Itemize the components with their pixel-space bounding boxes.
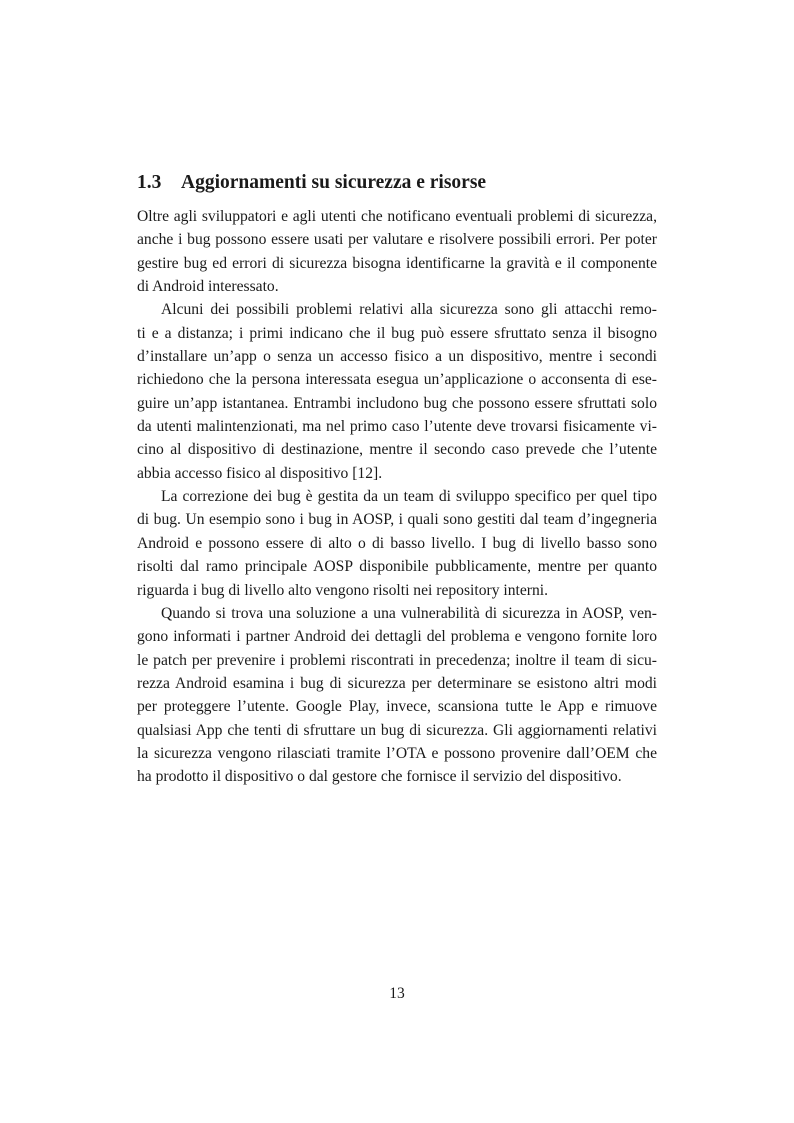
text-line: le patch per prevenire i problemi riscontrati in precedenza; inoltre il team di sicu- xyxy=(137,651,657,669)
text-line: Quando si trova una soluzione a una vulnerabilità di sicurezza in AOSP, ven- xyxy=(161,604,657,622)
text-line: abbia accesso fisico al dispositivo [12]. xyxy=(137,464,383,482)
text-line: risolti dal ramo principale AOSP disponibile pubblicamente, mentre per quanto xyxy=(137,558,657,576)
section-title: Aggiornamenti su sicurezza e risorse xyxy=(181,172,487,193)
text-line: per proteggere l’utente. Google Play, invece, scansiona tutte le App e rimuove xyxy=(137,698,657,716)
text-line: cino al dispositivo di destinazione, mentre il secondo caso prevede che l’utente xyxy=(137,441,657,459)
paragraph-4 xyxy=(137,602,657,789)
page-number: 13 xyxy=(389,985,405,1002)
paragraph-1 xyxy=(137,205,657,298)
text-line: di Android interessato. xyxy=(137,278,279,296)
text-line: Alcuni dei possibili problemi relativi alla sicurezza sono gli attacchi remo- xyxy=(161,301,657,319)
text-line: gono informati i partner Android dei dettagli del problema e vengono fornite loro xyxy=(137,628,657,646)
text-line: da utenti malintenzionati, ma nel primo caso l’utente deve trovarsi fisicamente vi- xyxy=(137,418,657,436)
text-line: d’installare un’app o senza un accesso fisico a un dispositivo, mentre i secondi xyxy=(137,348,657,366)
text-line: anche i bug possono essere usati per valutare e risolvere possibili errori. Per poter xyxy=(137,231,657,249)
section-number: 1.3 xyxy=(137,172,162,193)
text-line: Oltre agli sviluppatori e agli utenti che notificano eventuali problemi di sicurezza, xyxy=(137,208,657,225)
body-text xyxy=(137,205,657,789)
paragraph-2 xyxy=(137,298,657,485)
text-line: gestire bug ed errori di sicurezza bisogna identificarne la gravità e il componente xyxy=(137,254,657,272)
text-line: guire un’app istantanea. Entrambi includono bug che possono essere sfruttati solo xyxy=(137,394,657,412)
text-line: Android e possono essere di alto o di basso livello. I bug di livello basso sono xyxy=(137,534,657,552)
text-line: riguarda i bug di livello alto vengono risolti nei repository interni. xyxy=(137,581,548,599)
text-line: richiedono che la persona interessata esegua un’applicazione o acconsenta di ese- xyxy=(137,371,657,389)
text-line: rezza Android esamina i bug di sicurezza per determinare se esistono altri modi xyxy=(137,674,657,692)
section-heading xyxy=(137,170,657,196)
text-line: ti e a distanza; i primi indicano che il bug può essere sfruttato senza il bisogno xyxy=(137,324,657,342)
paragraph-3 xyxy=(137,485,657,602)
text-line: ha prodotto il dispositivo o dal gestore che fornisce il servizio del dispositivo. xyxy=(137,768,622,786)
text-line: La correzione dei bug è gestita da un team di sviluppo specifico per quel tipo xyxy=(161,488,657,506)
text-line: la sicurezza vengono rilasciati tramite l’OTA e possono provenire dall’OEM che xyxy=(137,744,657,762)
text-line: di bug. Un esempio sono i bug in AOSP, i quali sono gestiti dal team d’ingegneria xyxy=(137,511,657,529)
text-line: qualsiasi App che tenti di sfruttare un bug di sicurezza. Gli aggiornamenti relativi xyxy=(137,721,657,739)
